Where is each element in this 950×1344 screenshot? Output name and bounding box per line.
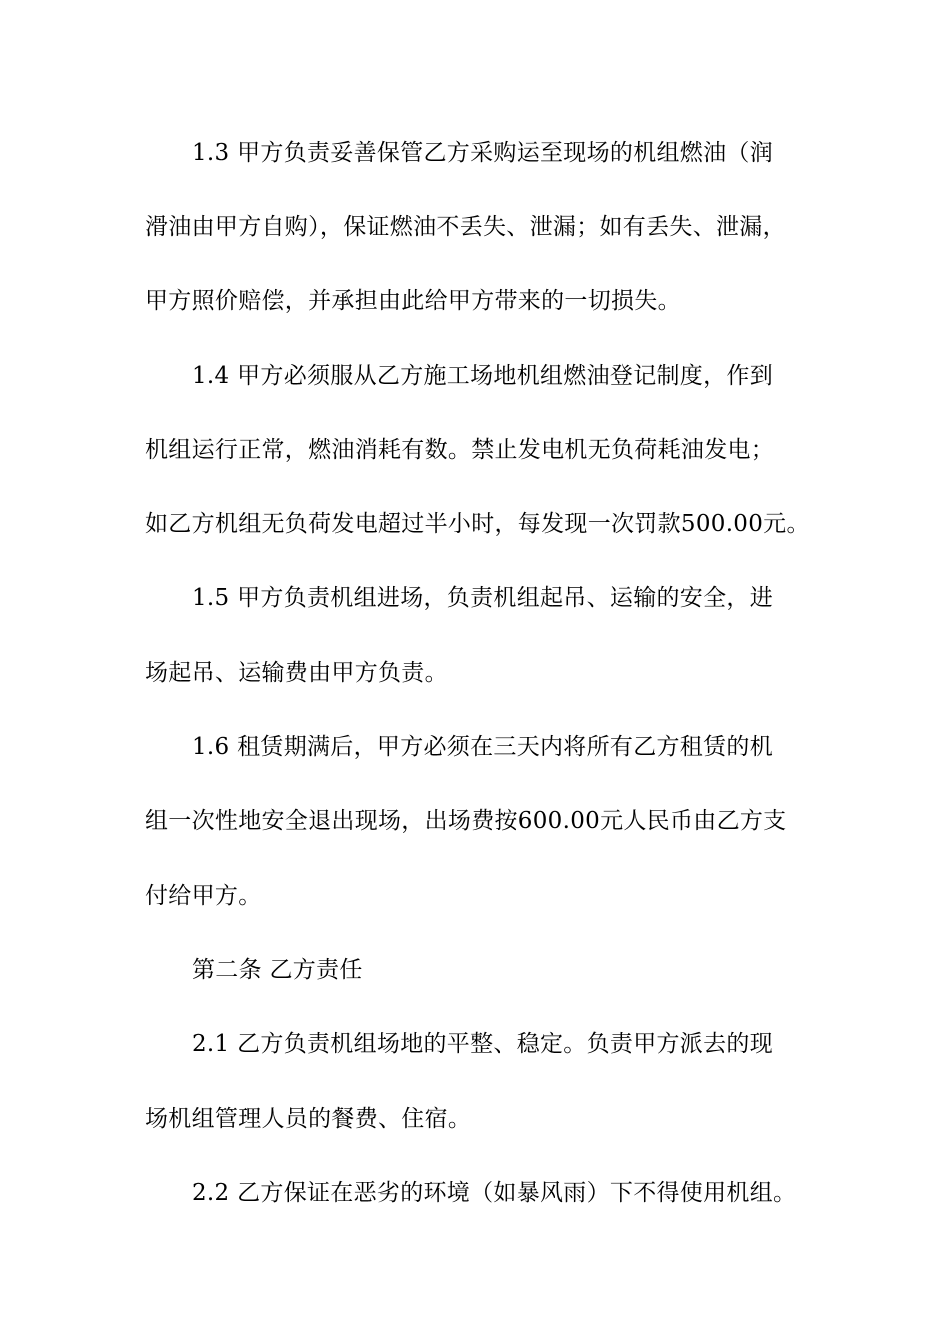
clause-1-5-line-2: 场起吊、运输费由甲方负责。 (145, 660, 448, 686)
clause-1-6-line-2: 组一次性地安全退出现场，出场费按600.00元人民币由乙方支 (145, 808, 787, 834)
clause-2-1-line-1: 2.1 乙方负责机组场地的平整、稳定。负责甲方派去的现 (192, 1031, 773, 1057)
clause-2-1-line-2: 场机组管理人员的餐费、住宿。 (145, 1106, 472, 1132)
clause-1-6-line-3: 付给甲方。 (145, 883, 262, 909)
article-2-heading: 第二条 乙方责任 (192, 957, 363, 983)
clause-1-3-line-1: 1.3 甲方负责妥善保管乙方采购运至现场的机组燃油（润 (192, 140, 773, 166)
clause-1-5-line-1: 1.5 甲方负责机组进场，负责机组起吊、运输的安全，进 (192, 585, 773, 611)
clause-1-4-line-3: 如乙方机组无负荷发电超过半小时，每发现一次罚款500.00元。 (145, 511, 810, 537)
clause-1-3-line-3: 甲方照价赔偿，并承担由此给甲方带来的一切损失。 (145, 288, 681, 314)
clause-1-3-line-2: 滑油由甲方自购），保证燃油不丢失、泄漏；如有丢失、泄漏， (145, 214, 786, 240)
clause-1-6-line-1: 1.6 租赁期满后，甲方必须在三天内将所有乙方租赁的机 (192, 734, 773, 760)
clause-1-4-line-2: 机组运行正常，燃油消耗有数。禁止发电机无负荷耗油发电； (145, 437, 775, 463)
clause-1-4-line-1: 1.4 甲方必须服从乙方施工场地机组燃油登记制度，作到 (192, 363, 773, 389)
clause-2-2-line-1: 2.2 乙方保证在恶劣的环境（如暴风雨）下不得使用机组。 (192, 1180, 797, 1206)
